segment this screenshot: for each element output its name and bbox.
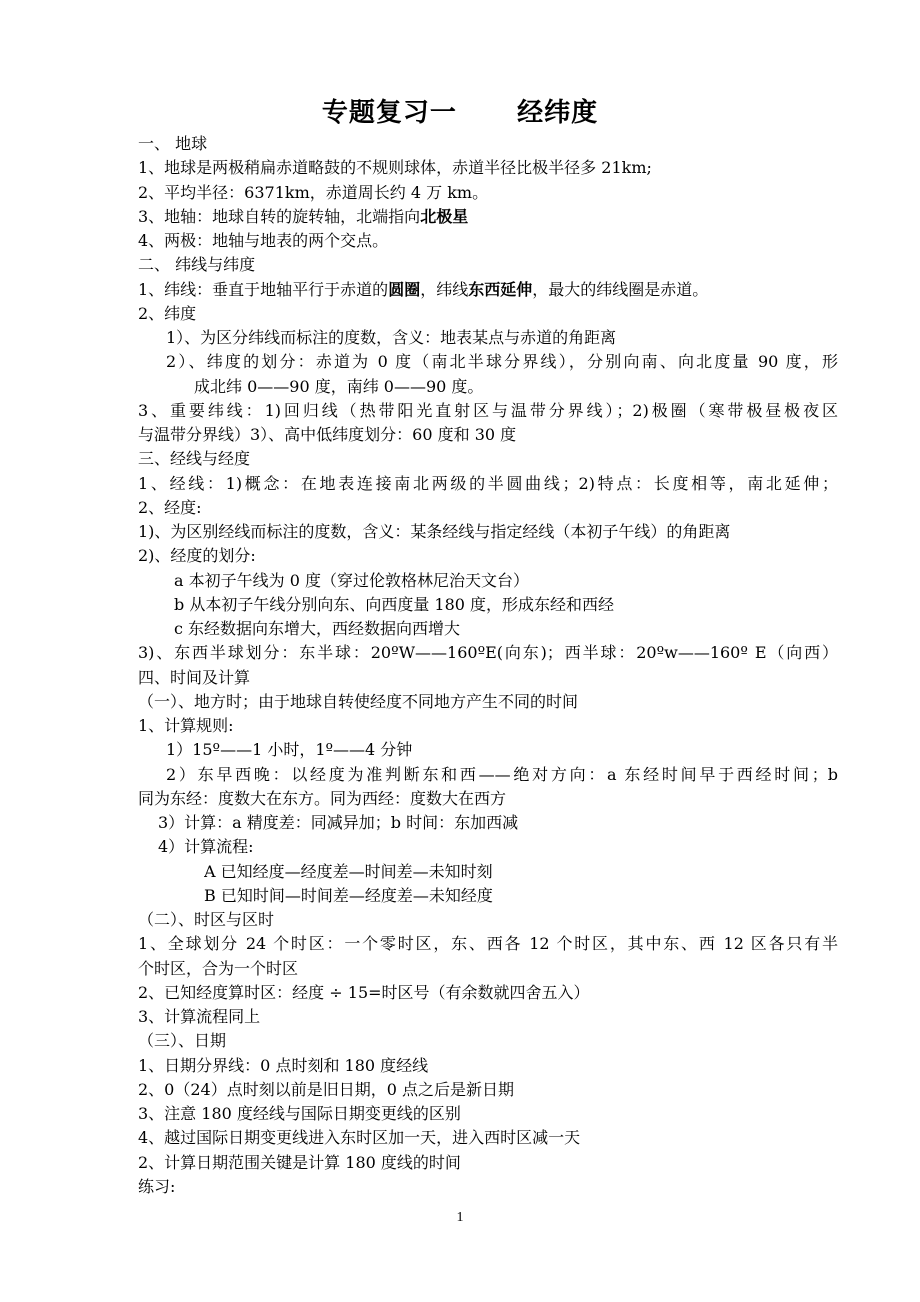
text-span: 3、地轴：地球自转的旋转轴，北端指向 (138, 206, 421, 226)
text-line: b 从本初子午线分别向东、向西度量 180 度，形成东经和西经 (174, 594, 615, 614)
text-line: 1)、为区别经线而标注的度数，含义：某条经线与指定经线（本初子午线）的角距离 (138, 522, 731, 541)
text-line: 3、重要纬线：1)回归线（热带阳光直射区与温带分界线）；2)极圈（寒带极昼极夜区 (138, 400, 838, 420)
bold-term: 东西延伸 (468, 279, 533, 299)
text-line: （二）、时区与区时 (138, 910, 275, 929)
text-line: 个时区，合为一个时区 (138, 958, 299, 978)
text-span: ，纬线 (420, 279, 469, 299)
text-line: 1、地球是两极稍扁赤道略鼓的不规则球体，赤道半径比极半径多 21km; (138, 158, 652, 178)
text-line: 2、0（24）点时刻以前是旧日期，0 点之后是新日期 (138, 1079, 514, 1099)
text-line: a 本初子午线为 0 度（穿过伦敦格林尼治天文台） (174, 570, 529, 590)
text-line: 成北纬 0——90 度，南纬 0——90 度。 (194, 376, 484, 396)
page-number: 1 (456, 1210, 464, 1225)
text-line: 2)、经度的划分: (138, 546, 256, 566)
text-line: 2、平均半径：6371km，赤道周长约 4 万 km。 (138, 182, 489, 202)
text-line: B 已知时间—时间差—经度差—未知经度 (204, 885, 493, 905)
text-line: 3）计算：a 精度差：同减异加；b 时间：东加西减 (158, 813, 519, 832)
text-line: 同为东经：度数大在东方。同为西经：度数大在西方 (138, 788, 507, 808)
text-line: 1、日期分界线：0 点时刻和 180 度经线 (138, 1055, 429, 1075)
text-span: ，最大的纬线圈是赤道。 (532, 279, 709, 299)
text-line: 1、全球划分 24 个时区：一个零时区，东、西各 12 个时区，其中东、西 12 区各只有半 (138, 934, 838, 954)
text-line: 2、经度: (138, 497, 202, 517)
text-line: 4、两极：地轴与地表的两个交点。 (138, 231, 389, 250)
text-line: 二、 纬线与纬度 (138, 255, 256, 275)
bold-term: 北极星 (420, 206, 469, 226)
text-line: 与温带分界线）3）、高中低纬度划分：60 度和 30 度 (138, 425, 517, 444)
text-line: 四、时间及计算 (138, 667, 251, 687)
text-line: 1、计算规则: (138, 716, 234, 735)
text-line: 2、已知经度算时区：经度 ÷ 15=时区号（有余数就四舍五入） (138, 982, 590, 1002)
text-line: 2、纬度 (138, 303, 197, 323)
text-line (138, 207, 838, 227)
text-line: 练习: (138, 1176, 176, 1196)
text-line: 1、经线：1)概念：在地表连接南北两级的半圆曲线；2)特点：长度相等，南北延伸； (138, 473, 838, 493)
text-line: 3)、东西半球划分：东半球：20ºW——160ºE(向东)；西半球：20ºw——160º E（向西） (138, 643, 838, 663)
text-line: 3、计算流程同上 (138, 1007, 261, 1026)
text-line: 4、越过国际日期变更线进入东时区加一天，进入西时区减一天 (138, 1128, 581, 1148)
text-span: 1、纬线：垂直于地轴平行于赤道的 (138, 279, 389, 299)
text-line: A 已知经度—经度差—时间差—未知时刻 (204, 861, 493, 881)
text-line: 4）计算流程: (158, 837, 254, 857)
text-line: （三）、日期 (138, 1031, 227, 1051)
text-line: 三、经线与经度 (138, 449, 251, 469)
text-line: 一、 地球 (138, 134, 208, 153)
text-line (138, 280, 838, 300)
document-title: 专题复习一 经纬度 (321, 98, 599, 128)
text-line: 1）、为区分纬线而标注的度数，含义：地表某点与赤道的角距离 (166, 328, 617, 347)
text-line: 3、注意 180 度经线与国际日期变更线的区别 (138, 1104, 461, 1123)
text-line: c 东经数据向东增大，西经数据向西增大 (174, 619, 461, 638)
text-line: 2）、纬度的划分：赤道为 0 度（南北半球分界线），分别向南、向北度量 90 度，形 (166, 352, 838, 372)
text-line: 1）15º——1 小时，1º——4 分钟 (166, 740, 413, 760)
bold-term: 圆圈 (388, 279, 421, 299)
text-line: 2）东早西晚：以经度为准判断东和西——绝对方向：a 东经时间早于西经时间；b (166, 764, 838, 784)
text-line: （一）、地方时；由于地球自转使经度不同地方产生不同的时间 (138, 691, 579, 711)
text-line: 2、计算日期范围关键是计算 180 度线的时间 (138, 1152, 461, 1172)
